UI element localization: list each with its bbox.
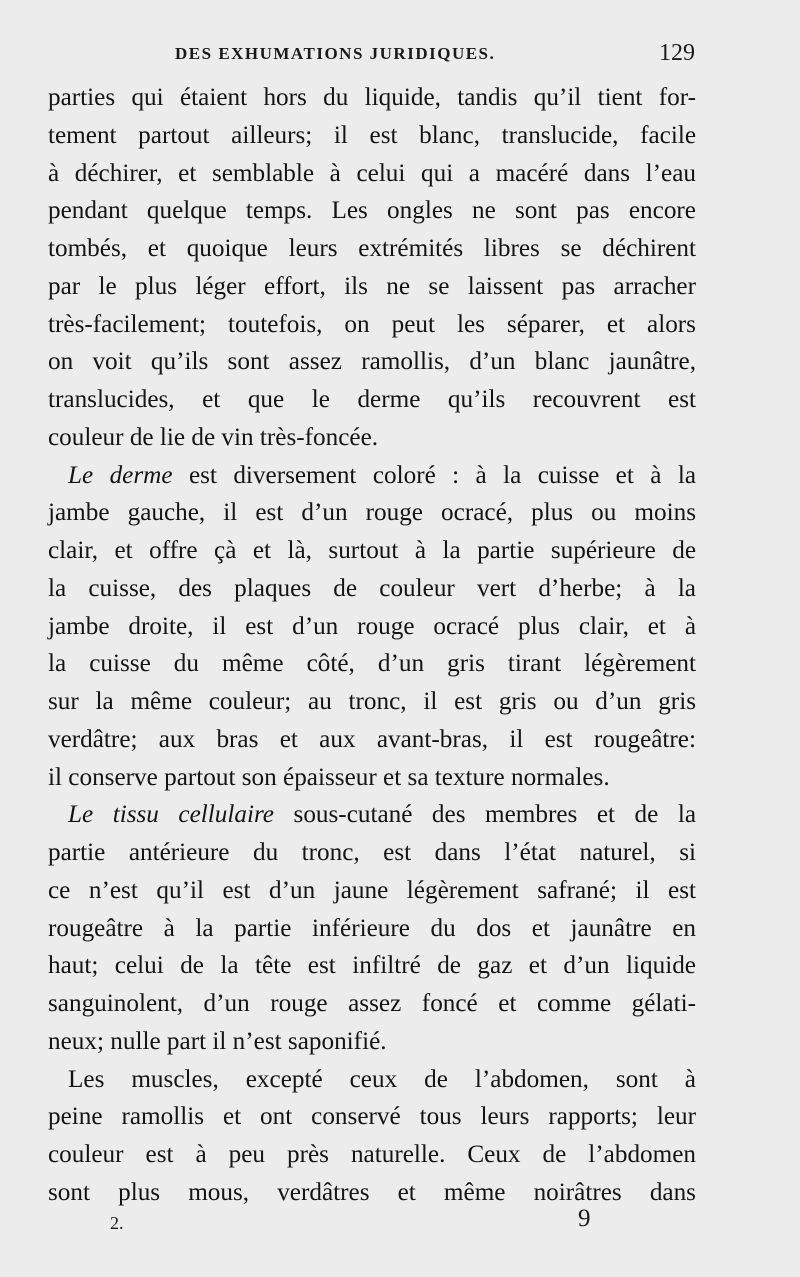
text-line <box>48 457 696 495</box>
paragraph-1 <box>48 79 696 457</box>
text-line: verdâtre; aux bras et aux avant-bras, il est rougeâtre: <box>48 725 696 753</box>
text-line: Les muscles, excepté ceux de l’abdomen, sont à <box>68 1065 696 1093</box>
gathering-number: 9 <box>578 1205 591 1232</box>
text-line: à déchirer, et semblable à celui qui a macéré dans l’eau <box>48 159 696 187</box>
text-line: tombés, et quoique leurs extrémités libres se déchirent <box>48 235 696 262</box>
text-line: par le plus léger effort, ils ne se laissent pas arracher <box>48 272 696 300</box>
text-line: la cuisse, des plaques de couleur vert d’herbe; à la <box>48 574 696 602</box>
body-text <box>48 79 696 1212</box>
paragraph-3 <box>48 796 696 1060</box>
running-title: DES EXHUMATIONS JURIDIQUES. <box>175 44 496 63</box>
page-header <box>175 40 695 70</box>
text-line: sanguinolent, d’un rouge assez foncé et comme gélati- <box>48 990 696 1017</box>
text-line <box>48 796 696 834</box>
text-line: rougeâtre à la partie inférieure du dos et jaunâtre en <box>48 914 696 942</box>
paragraph-4 <box>48 1061 696 1212</box>
text-line: clair, et offre çà et là, surtout à la partie supérieure de <box>48 537 696 564</box>
page-footer <box>110 1205 610 1253</box>
italic-lead: Le tissu cellulaire <box>68 801 274 829</box>
text-line: couleur de lie de vin très-foncée. <box>48 423 379 451</box>
text-line: pendant quelque temps. Les ongles ne sont pas encore <box>48 197 696 225</box>
text-line: peine ramollis et ont conservé tous leurs rapports; leur <box>48 1103 696 1131</box>
text-line: très-facilement; toutefois, on peut les séparer, et alors <box>48 310 696 338</box>
text-line: sont plus mous, verdâtres et même noirâtres dans <box>48 1178 696 1206</box>
text-line: neux; nulle part il n’est saponifié. <box>48 1027 387 1055</box>
text-line: haut; celui de la tête est infiltré de gaz et d’un liquide <box>48 952 696 980</box>
signature-mark: 2. <box>110 1213 124 1233</box>
text-line: couleur est à peu près naturelle. Ceux de l’abdomen <box>48 1141 696 1168</box>
text-run: est diversement coloré : à la cuisse et à la <box>172 461 697 489</box>
text-line: jambe gauche, il est d’un rouge ocracé, plus ou moins <box>48 499 696 527</box>
text-line: parties qui étaient hors du liquide, tandis qu’il tient for- <box>48 84 696 111</box>
text-line: jambe droite, il est d’un rouge ocracé plus clair, et à <box>48 612 696 640</box>
text-line: il conserve partout son épaisseur et sa texture normales. <box>48 763 610 791</box>
text-run: sous-cutané des membres et de la <box>274 801 697 829</box>
italic-lead: Le derme <box>68 461 173 489</box>
text-line: on voit qu’ils sont assez ramollis, d’un blanc jaunâtre, <box>48 348 696 376</box>
text-line: translucides, et que le derme qu’ils recouvrent est <box>48 386 696 413</box>
text-line: ce n’est qu’il est d’un jaune légèrement safrané; il est <box>48 876 696 904</box>
paragraph-2 <box>48 457 696 797</box>
page-number: 129 <box>659 40 695 66</box>
text-line: la cuisse du même côté, d’un gris tirant légèrement <box>48 650 696 678</box>
text-line: tement partout ailleurs; il est blanc, translucide, facile <box>48 121 696 149</box>
text-line: partie antérieure du tronc, est dans l’état naturel, si <box>48 839 696 866</box>
text-line: sur la même couleur; au tronc, il est gris ou d’un gris <box>48 688 696 715</box>
